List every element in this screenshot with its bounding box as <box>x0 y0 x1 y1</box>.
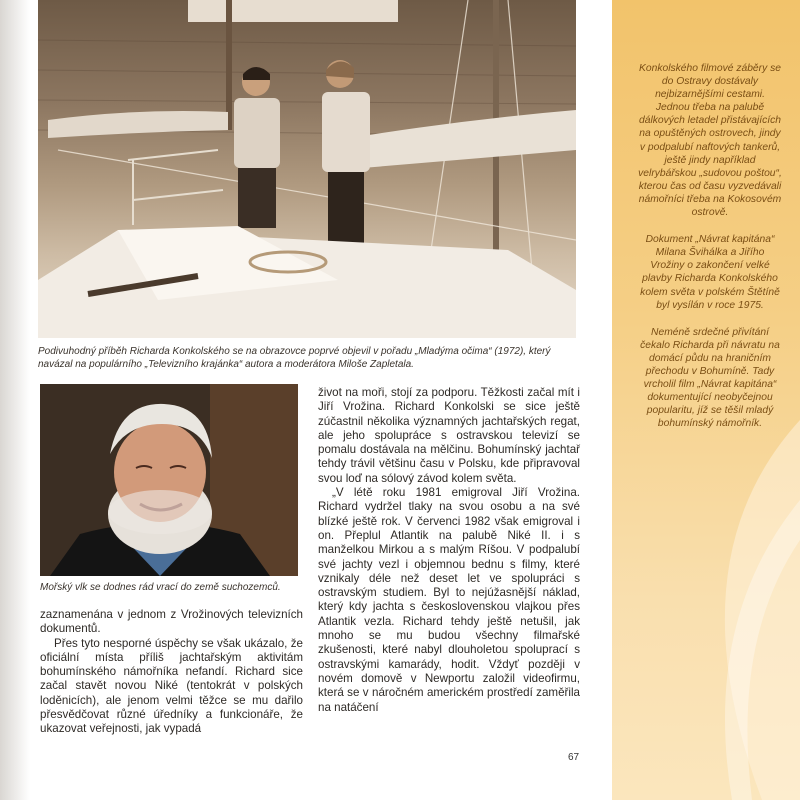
body-paragraph: zaznamenána v jednom z Vrožinových televizních dokumentů. <box>40 608 303 636</box>
body-paragraph: Přes tyto nesporné úspěchy se však ukázalo, že oficiální místa příliš jachtařským aktivitám bohumínského námořníka nefandí. Richard sice začal stavět novou Niké (tentokrát v polských loděnicích), ale jenom velmi těžce se mu dařilo přesvědčovat různé úředníky a funkcionáře, že ukazovat veřejnosti, jak vypadá <box>40 636 303 736</box>
sidebar-panel <box>612 0 800 800</box>
sailboat-photo-drawing <box>38 0 576 338</box>
page-number: 67 <box>568 752 580 763</box>
sidebar-paragraph: Neméně srdečné přivítání čekalo Richarda při návratu na domácí půdu na hraničním přechodu v Bohumíně. Tady vrcholil film „Návrat kapitána“ dokumentující neobyčejnou popularitu, jíž se těšil mladý bohumínský námořník. <box>640 326 780 430</box>
sidebar-paragraph: Dokument „Návrat kapitána“ Milana Švihálka a Jiřího Vrožiny o zakončení velké plavby Richarda Konkolského kolem světa v polském Štětíně byl vysílán v roce 1975. <box>640 234 780 311</box>
body-column-right <box>318 386 580 715</box>
top-photo-caption: Podivuhodný příběh Richarda Konkolského se na obrazovce poprvé objevil v pořadu „Mladýma očima“ (1972), který navázal na populárního „Televizního krajánka“ autora a moderátora Miloše Zapletala. <box>38 346 551 370</box>
portrait-photo-drawing <box>40 384 298 576</box>
portrait-photo <box>40 384 298 576</box>
page-gutter-shadow <box>0 0 30 800</box>
body-column-left <box>40 608 303 737</box>
body-paragraph: „V létě roku 1981 emigroval Jiří Vrožina. Richard vydržel tlaky na svou osobu a na své blízké ještě rok. V červenci 1982 však emigroval i on. Přeplul Atlantik na palubě Niké II. i s manželkou Mirkou a s malým Ríšou. V podpalubí své jachty vezl i objemnou bednu s filmy, které vznikaly déle než deset let ve spolupráci s ostravským studiem. Byl to nejúžasnější náklad, který kdy jachta s československou vlajkou přes Atlantik vezla. Richard tehdy ještě netušil, jak mnoho se mu budou všechny filmařské zkušenosti, které nabyl dlouholetou spoluprací s ostravskými kamarády, hodit. Vždyť později v novém domově v Newportu založil videofirmu, která se v náročném americkém prostředí zaměřila na natáčení <box>318 486 580 714</box>
body-paragraph: život na moři, stojí za podporu. Těžkosti začal mít i Jiří Vrožina. Richard Konkolski se sice ještě zúčastnil několika významných jachtařských regat, ale jeho spolupráce s ostravskou televizí se pomalu dostávala na mělčinu. Bohumínský jachtař tehdy trávil většinu času v Polsku, kde připravoval svou loď na sólový závod kolem světa. <box>318 386 580 485</box>
portrait-photo-caption: Mořský vlk se dodnes rád vrací do země suchozemců. <box>40 582 281 593</box>
sidebar-notes <box>638 62 782 444</box>
sidebar-paragraph: Konkolského filmové záběry se do Ostravy dostávaly nejbizarnějšími cestami. Jednou třeba na palubě dálkových letadel přistávajících na opuštěných ostrovech, jindy v podpalubí naftových tankerů, ještě jindy například velrybářskou „sudovou poštou“, kterou čas od času vyzvedávali námořníci třeba na Kokosovém ostrově. <box>638 63 782 219</box>
sailboat-photo <box>38 0 576 338</box>
